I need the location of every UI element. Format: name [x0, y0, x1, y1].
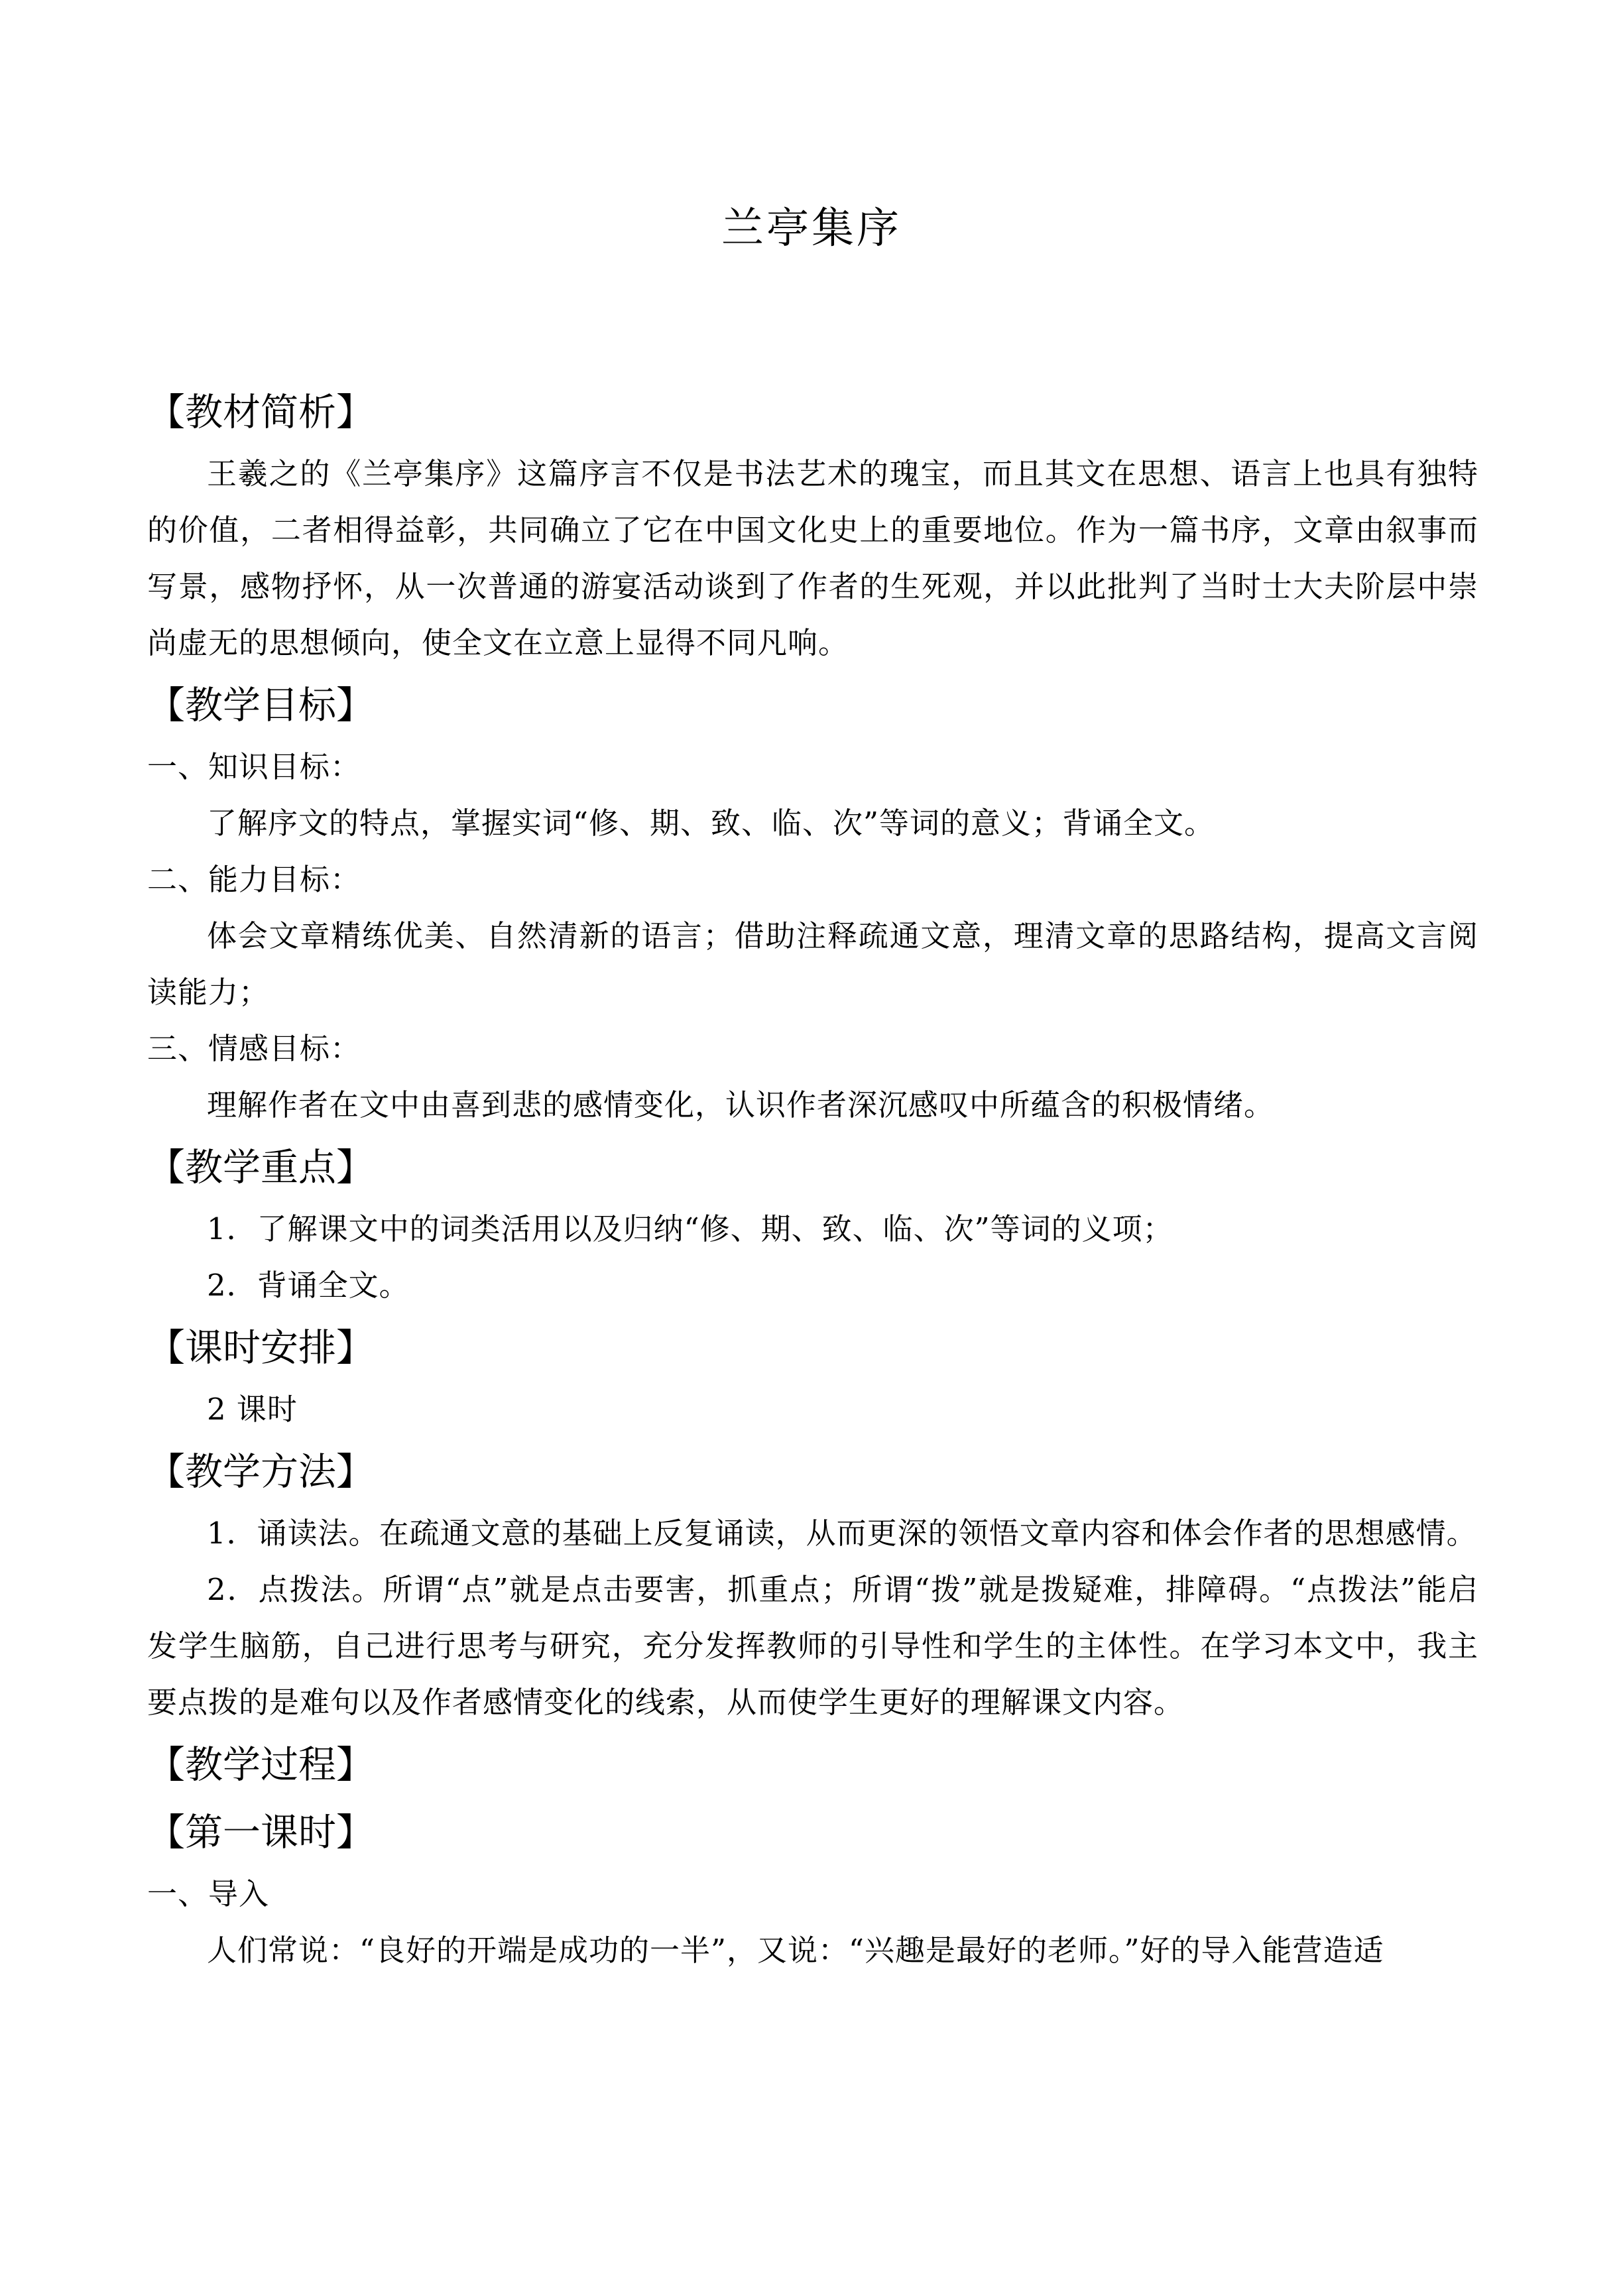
intro-text: 人们常说：“良好的开端是成功的一半”，又说：“兴趣是最好的老师。”好的导入能营造适	[207, 1933, 1384, 1968]
goal-knowledge-text: 了解序文的特点，掌握实词“修、期、致、临、次”等词的意义；背诵全文。	[207, 806, 1215, 841]
heading-process: 【教学过程】	[147, 1743, 374, 1787]
document-body	[147, 378, 1478, 1978]
method-item-1: 1．诵读法。在疏通文意的基础上反复诵读，从而更深的领悟文章内容和体会作者的思想感情。	[207, 1516, 1477, 1551]
focus-item-1: 1．了解课文中的词类活用以及归纳“修、期、致、临、次”等词的义项；	[207, 1211, 1173, 1246]
goal-emotion-text: 理解作者在文中由喜到悲的感情变化，认识作者深沉感叹中所蕴含的积极情绪。	[207, 1087, 1275, 1122]
material-paragraph: 王羲之的《兰亭集序》这篇序言不仅是书法艺术的瑰宝，而且其文在思想、语言上也具有独特的价值，二者相得益彰，共同确立了它在中国文化史上的重要地位。作为一篇书序，文章由叙事而写景，感物抒怀，从一次普通的游宴活动谈到了作者的生死观，并以此批判了当时士大夫阶层中崇尚虚无的思想倾向，使全文在立意上显得不同凡响。	[147, 456, 1478, 660]
method-item-2: 2．点拨法。所谓“点”就是点击要害，抓重点；所谓“拨”就是拨疑难，排障碍。“点拨法”能启发学生脑筋，自己进行思考与研究，充分发挥教师的引导性和学生的主体性。在学习本文中，我主要点拨的是难句以及作者感情变化的线索，从而使学生更好的理解课文内容。	[147, 1572, 1478, 1720]
goal-emotion-label: 三、情感目标：	[147, 1031, 361, 1066]
heading-material: 【教材简析】	[147, 391, 374, 434]
focus-item-2: 2．背诵全文。	[207, 1268, 410, 1303]
heading-schedule: 【课时安排】	[147, 1326, 374, 1370]
intro-label: 一、导入	[147, 1876, 270, 1911]
goal-ability-text: 体会文章精练优美、自然清新的语言；借助注释疏通文意，理清文章的思路结构，提高文言阅读能力；	[147, 918, 1478, 1010]
heading-methods: 【教学方法】	[147, 1450, 374, 1494]
goal-knowledge-label: 一、知识目标：	[147, 749, 361, 784]
goal-ability-label: 二、能力目标：	[147, 862, 361, 897]
heading-focus: 【教学重点】	[147, 1146, 374, 1189]
heading-first-lesson: 【第一课时】	[147, 1811, 374, 1854]
page-title: 兰亭集序	[721, 204, 902, 253]
heading-goals: 【教学目标】	[147, 684, 374, 727]
schedule-text: 2 课时	[207, 1392, 298, 1427]
